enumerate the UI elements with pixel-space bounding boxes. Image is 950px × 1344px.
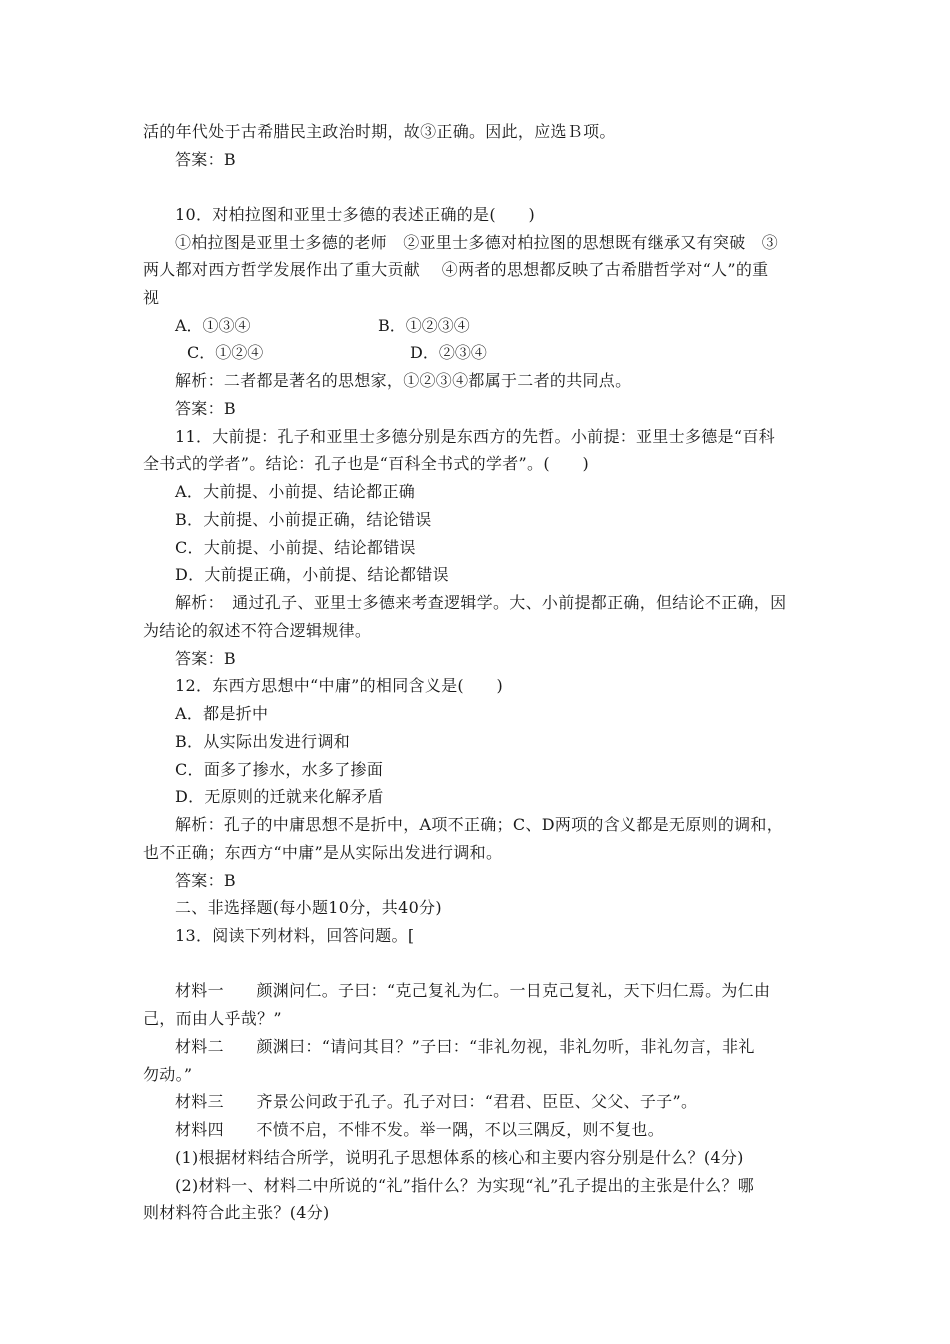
question-11-stem: 11．大前提：孔子和亚里士多德分别是东西方的先哲。小前提：亚里士多德是“百科 [175,427,775,446]
material-1: 己，而由人乎哉？” [143,1009,282,1028]
question-10-analysis: 解析：二者都是著名的思想家，①②③④都属于二者的共同点。 [175,371,632,390]
question-12-option-b: B．从实际出发进行调和 [175,732,351,751]
question-10-option-d: D．②③④ [410,343,487,362]
sub-question-1: (1)根据材料结合所学，说明孔子思想体系的核心和主要内容分别是什么？(4分) [175,1148,744,1167]
question-13-stem: 13．阅读下列材料，回答问题。[ [175,926,415,945]
question-11-analysis: 解析： 通过孔子、亚里士多德来考查逻辑学。大、小前提都正确，但结论不正确，因 [175,593,787,612]
question-11-option-a: A．大前提、小前提、结论都正确 [175,482,416,501]
question-12-answer: 答案：B [175,871,236,890]
question-11-stem: 全书式的学者”。结论：孔子也是“百科全书式的学者”。( ) [143,454,590,473]
answer-line: 答案：B [175,150,236,169]
sub-question-2: 则材料符合此主张？(4分) [143,1203,330,1222]
material-4: 材料四 不愤不启，不悱不发。举一隅，不以三隅反，则不复也。 [175,1120,665,1139]
sub-question-2: (2)材料一、材料二中所说的“礼”指什么？为实现“礼”孔子提出的主张是什么？哪 [175,1176,755,1195]
question-10-option-a: A．①③④ [175,316,251,335]
question-10-answer: 答案：B [175,399,236,418]
question-11-analysis: 为结论的叙述不符合逻辑规律。 [143,621,372,640]
text-line: 活的年代处于古希腊民主政治时期，故③正确。因此，应选Ｂ项。 [143,122,616,141]
section-heading: 二、非选择题(每小题10分，共40分) [175,898,442,917]
question-12-analysis: 解析：孔子的中庸思想不是折中，A项不正确；C、D两项的含义都是无原则的调和， [175,815,784,834]
material-1: 材料一 颜渊问仁。子曰：“克己复礼为仁。一日克己复礼，天下归仁焉。为仁由 [175,981,771,1000]
question-10-option-b: B．①②③④ [378,316,470,335]
question-12-option-c: C．面多了掺水，水多了掺面 [175,760,384,779]
material-2: 材料二 颜渊曰：“请问其目？”子曰：“非礼勿视，非礼勿听，非礼勿言，非礼 [175,1037,755,1056]
question-11-option-c: C．大前提、小前提、结论都错误 [175,538,416,557]
question-10-statement: 两人都对西方哲学发展作出了重大贡献 ④两者的思想都反映了古希腊哲学对“人”的重 [143,260,769,279]
material-3: 材料三 齐景公问政于孔子。孔子对曰：“君君、臣臣、父父、子子”。 [175,1092,698,1111]
question-11-option-b: B．大前提、小前提正确，结论错误 [175,510,432,529]
question-10-statement: ①柏拉图是亚里士多德的老师 ②亚里士多德对柏拉图的思想既有继承又有突破 ③ [175,233,779,252]
material-2: 勿动。” [143,1065,193,1084]
question-10-stem: 10．对柏拉图和亚里士多德的表述正确的是( ) [175,205,536,224]
question-12-analysis: 也不正确；东西方“中庸”是从实际出发进行调和。 [143,843,503,862]
question-11-option-d: D．大前提正确，小前提、结论都错误 [175,565,449,584]
question-12-option-d: D．无原则的迁就来化解矛盾 [175,787,384,806]
question-11-answer: 答案：B [175,649,236,668]
question-10-statement: 视 [143,288,160,307]
question-12-option-a: A．都是折中 [175,704,269,723]
question-10-option-c: C．①②④ [187,343,264,362]
question-12-stem: 12．东西方思想中“中庸”的相同含义是( ) [175,676,504,695]
